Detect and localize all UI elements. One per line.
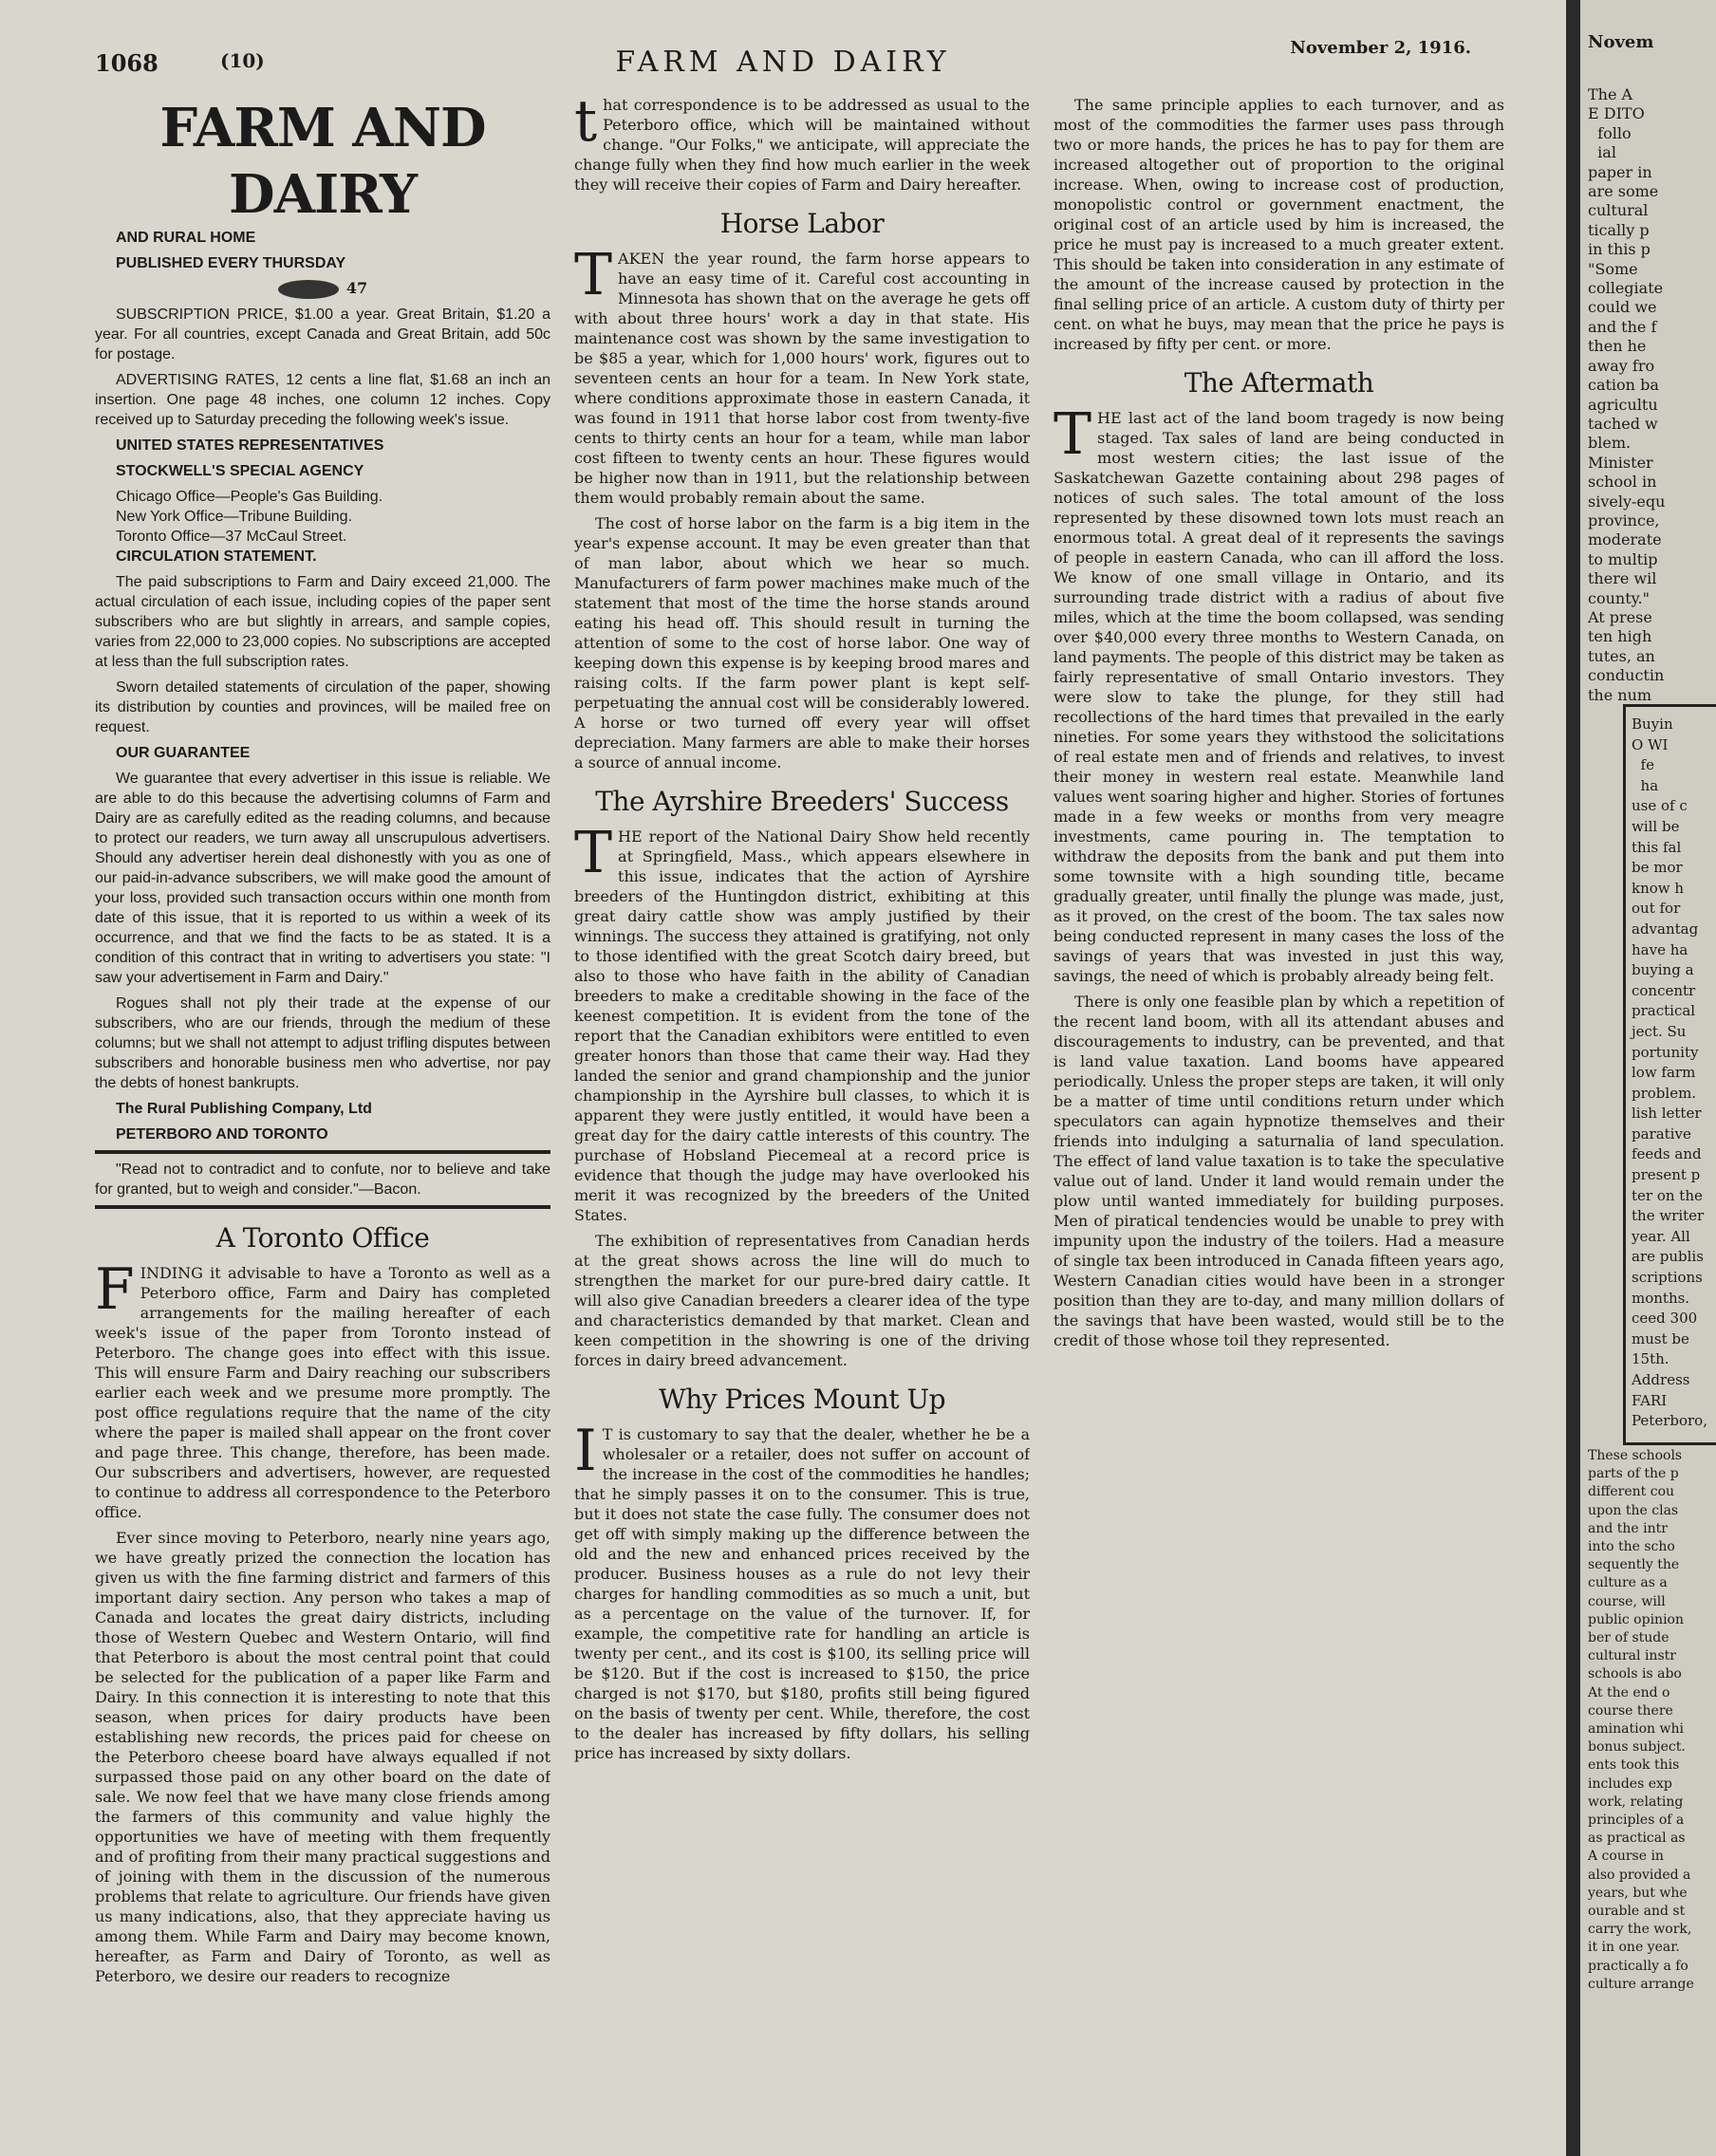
facing-page-line: moderate [1588, 530, 1662, 549]
column-2 [574, 95, 1030, 2126]
article-title-horse-labor: Horse Labor [719, 208, 885, 239]
facing-page-line: paper in [1588, 162, 1652, 181]
facing-page-line: conductin [1588, 666, 1665, 685]
facing-page-line: year. All [1632, 1227, 1690, 1245]
facing-page-line: be mor [1632, 859, 1683, 877]
facing-page-line: tached w [1588, 414, 1658, 433]
guarantee-text-1: We guarantee that every advertiser in this issue is reliable. We are able to do this because the advertising columns of Farm and Dairy are as carefully edited as the reading columns, and because to protect our readers, we turn away all unscrupulous advertisers. Should any advertiser herein deal dishonestly with you as one of our paid-in-advance subscribers, we will make good the amount of your loss, provided such transaction occurs within one month from date of this issue, that it is reported to us within a week of its occurrence, and that we find the facts to be as stated. It is a condition of this contract that in writing to advertisers you state: "I saw your advertisement in Farm and Dairy." [95, 770, 550, 986]
article-paragraph-continued: that correspondence is to be addressed as usual to the Peterboro office, which will be maintained without change. "Our Folks," we anticipate, will appreciate the change fully when they find how much earlier in the week they will receive their copies of Farm and Dairy hereafter. [574, 95, 1030, 194]
facing-page-line: sively-equ [1588, 492, 1666, 511]
facing-page-line: public opinion [1588, 1611, 1684, 1627]
facing-page-line: At the end o [1588, 1684, 1670, 1701]
facing-page-line: portunity [1632, 1043, 1699, 1061]
facing-page-line: principles of a [1588, 1812, 1685, 1829]
facing-page-line: parative [1632, 1124, 1691, 1143]
guarantee-text-2: Rogues shall not ply their trade at the expense of our subscribers, who are our friends, through the medium of these columns; but we shall not attempt to adjust trifling disputes between subscribers and honorable business men who advertise, nor pay the debts of honest bankrupts. [95, 994, 550, 1091]
facing-page-line: practical [1632, 1002, 1696, 1020]
article-paragraph: THE report of the National Dairy Show held recently at Springfield, Mass., which appears elsewhere in this issue, indicates that the action of Ayrshire breeders of the Huntingdon district, exhibiting at this great dairy cattle show was amply justified by their winnings. The success they attained is gratifying, not only to those identified with the great Scotch dairy breed, but also to those who have faith in the ability of Canadian breeders to make a creditable showing in the face of the keenest competition. It is evident from the tone of the report that the Canadian exhibitors were entitled to even greater honors than those that came their way. Had they landed the senior and grand championship and the junior championship in the Ayrshire bull classes, to which it is apparent they were justly entitled, it would have been a great day for the dairy cattle interests of this country. The purchase of Hobsland Piecemeal at a record price is evidence that though the judge may have overlooked his merit it was recognized by the breeders of the United States. [574, 820, 1030, 1224]
running-header-title: FARM AND DAIRY [615, 46, 951, 79]
facing-page-line: concentr [1632, 981, 1696, 999]
article-paragraph: The same principle applies to each turnover, and as most of the commodities the farmer uses pass through two or more hands, the prices he has to pay for them are increased altogether out of proportion to the original increase. When, owing to increase cost of production, monopolistic control or government enactment, the original cost of an article used by him is increased, the price he must pay is increased to a much greater extent. This should be taken into consideration in any estimate of the amount of the increase caused by protection in the final selling price of an article. A custom duty of thirty per cent. on what he buys, may mean that the price he pays is increased by fifty per cent. or more. [1054, 96, 1504, 353]
facing-page-line: Minister [1588, 453, 1653, 472]
facing-page-date: Novem [1588, 32, 1654, 52]
facing-page-line: county." [1588, 588, 1650, 607]
facing-page-line: know h [1632, 879, 1685, 897]
facing-page-line: to multip [1588, 549, 1658, 568]
facing-page-line: course, will [1588, 1593, 1666, 1609]
facing-page-line: culture arrange [1588, 1976, 1694, 1992]
facing-page-line: bonus subject. [1588, 1739, 1686, 1756]
article-paragraph: There is only one feasible plan by which a repetition of the recent land boom, with all its attendant abuses and discouragements to industry, can be prevented, and that is land value taxation. Land booms have appeared periodically. Unless the proper steps are taken, it will only be a matter of time until conditions return under which speculators can again hypnotize themselves and their friends into indulging a saturnalia of land speculation. The effect of land value taxation is to take the speculative value out of land. Under it land would remain under the plow until wanted immediately for building purposes. Men of piratical tendencies would be unable to prey with impunity upon the industry of the toilers. Had a measure of single tax been introduced in Canada fifteen years ago, Western Canadian cities would have been in a stronger position than they are to-day, and many million dollars of the savings that have been wasted, would still be to the credit of those whose toil they represented. [1054, 993, 1504, 1349]
facing-page-line: cultural instr [1588, 1648, 1676, 1664]
facing-page-line: blem. [1588, 434, 1632, 453]
facing-page-line: parts of the p [1588, 1466, 1679, 1482]
facing-page-line: this fal [1632, 838, 1682, 856]
publisher-cities: PETERBORO AND TORONTO [116, 1125, 328, 1143]
oval-emblem-icon [278, 280, 339, 299]
facing-page-line: province, [1588, 511, 1660, 530]
article-paragraph: TAKEN the year round, the farm horse appears to have an easy time of it. Careful cost accounting in Minnesota has shown that on the average he gets off with about three hours' work a day in that state. His maintenance cost was shown by the same investigation to be $85 a year, which for 1,000 hours' work, figures out to seventeen cents an hour for a team. In New York state, where conditions approximate those in eastern Canada, it was found in 1911 that horse labor cost from twenty-five cents to thirty cents an hour for a team, while man labor cost fifteen to twenty cents an hour. These figures would be higher now than in 1911, but the relationship between them would probably remain about the same. [574, 242, 1030, 507]
column-3 [1054, 95, 1504, 2126]
facing-page-line: in this p [1588, 240, 1651, 259]
facing-page-upper-text [1588, 85, 1665, 705]
facing-page-line: and the f [1588, 317, 1657, 336]
article-paragraph: THE last act of the land boom tragedy is now being staged. Tax sales of land are being conducted in most western cities; the last issue of the Saskatchewan Gazette containing about 298 pages of notices of such sales. The total amount of the loss represented by these disowned town lots must reach an enormous total. A great deal of it represents the savings of people in eastern Canada, who can ill afford the loss. We know of one small village in Ontario, and its surrounding trade district with a radius of about five miles, which at the time the boom collapsed, was sending over $40,000 every three months to Western Canada, on land payments. The people of this district may be taken as fairly representative of small Ontario investors. They were slow to take the plunge, for they still had recollections of the hard times that prevailed in the early nineties. For some years they withstood the solicitations of real estate men and of friends and relatives, to invest their money in western real estate. Meanwhile land values went soaring higher and higher. Stories of fortunes made in a few weeks or months from very meagre investments, came pouring in. The temptation to withdraw the deposits from the bank and put them into some townsite with a high sounding title, became gradually greater, until finally the plunge was made, just, as it proved, on the crest of the boom. The tax sales now being conducted represent in many cases the loss of the savings of years that was invested in just this way, savings, the need of which is probably already being felt. [1054, 401, 1504, 985]
facing-page-line: agricultu [1588, 395, 1658, 414]
facing-page-line: collegiate [1588, 279, 1664, 298]
facing-page-line: ial [1588, 143, 1616, 162]
bacon-quote: "Read not to contradict and to confute, nor to believe and take for granted, but to weigh and consider."—Bacon. [95, 1161, 550, 1198]
facing-page-line: O WI [1632, 735, 1669, 753]
facing-page-line: sequently the [1588, 1557, 1680, 1573]
special-agency-heading: STOCKWELL'S SPECIAL AGENCY [116, 462, 364, 479]
facing-page-line: amination whi [1588, 1721, 1684, 1738]
divider-rule [95, 1150, 550, 1154]
facing-page-line: it in one year. [1588, 1940, 1680, 1956]
subscription-price: SUBSCRIPTION PRICE, $1.00 a year. Great Britain, $1.20 a year. For all countries, except Canada and Great Britain, add 50c for postage. [95, 306, 550, 362]
facing-page-line: The A [1588, 85, 1633, 103]
section-number: (10) [220, 49, 265, 72]
circulation-heading: CIRCULATION STATEMENT. [116, 548, 317, 565]
facing-page-line: out for [1632, 900, 1681, 918]
article-paragraph: IT is customary to say that the dealer, whether he be a wholesaler or a retailer, does not suffer on account of the increase in the cost of the commodities he handles; that he simply passes it on to the consumer. This is true, but it does not state the case fully. The consumer does not get off with simply making up the difference between the old and the new and enhanced prices received by the producer. Business houses as a rule do not levy their charges for handling commodities as so much a unit, but as a percentage on the value of the turnover. If, for example, the competitive rate for handling an article is twenty per cent., and its cost is $100, its selling price will be $120. But if the cost is increased to $150, the price charged is not $170, but $180, profits still being figured on the basis of twenty per cent. While, therefore, the cost to the dealer has increased by fifty dollars, his selling price has increased by sixty dollars. [574, 1418, 1030, 1762]
facing-page-edge [1580, 0, 1716, 2156]
facing-page-line: feeds and [1632, 1145, 1702, 1163]
facing-page-line: These schools [1588, 1448, 1683, 1463]
facing-page-line: could we [1588, 298, 1657, 317]
us-representatives-heading: UNITED STATES REPRESENTATIVES [116, 437, 384, 454]
masthead-title: FARM AND DAIRY [159, 97, 486, 226]
article-paragraph: Ever since moving to Peterboro, nearly nine years ago, we have greatly prized the connection the location has given us with the fine farming district and farmers of this important dairy section. Any person who takes a map of Canada and locates the great dairy districts, including those of Western Quebec and Western Ontario, will find that Peterboro is about the most central point that could be selected for the publication of a paper like Farm and Dairy. In this connection it is interesting to note that this season, when prices for dairy products have been establishing new records, the prices paid for cheese on the Peterboro cheese board have always equalled if not surpassed those paid on any other board on the date of sale. We now feel that we have many close friends among the farmers of this community and value highly the opportunities we have of meeting with them frequently and of profiting from their many practical suggestions and of joining with them in the discussion of the numerous problems that relate to agriculture. Our friends have given us many indications, also, that they appreciate having us among them. While Farm and Dairy may become known, hereafter, as Farm and Dairy of Toronto, as well as Peterboro, we desire our readers to recognize [95, 1528, 550, 1985]
masthead-subtitle-1: AND RURAL HOME [116, 230, 256, 246]
facing-page-line: culture as a [1588, 1575, 1668, 1591]
page-number: 1068 [95, 49, 159, 77]
facing-page-line: fe [1632, 756, 1654, 774]
circulation-text-2: Sworn detailed statements of circulation of the paper, showing its distribution by counties and provinces, will be mailed free on request. [95, 678, 550, 735]
facing-page-box [1623, 704, 1716, 1445]
column-1 [95, 95, 550, 2126]
facing-page-line: schools is abo [1588, 1666, 1682, 1682]
article-title-ayrshire: The Ayrshire Breeders' Success [595, 786, 1009, 817]
facing-page-line: months. [1632, 1289, 1690, 1307]
circulation-text-1: The paid subscriptions to Farm and Dairy exceed 21,000. The actual circulation of each issue, including copies of the paper sent subscribers who are but slightly in arrears, and sample copies, varies from 22,000 to 23,000 copies. No subscriptions are accepted at less than the full subscription rates. [95, 573, 550, 670]
facing-page-line: present p [1632, 1166, 1701, 1184]
masthead [95, 95, 550, 1209]
facing-page-line: follo [1588, 123, 1632, 142]
article-paragraph: FINDING it advisable to have a Toronto as well as a Peterboro office, Farm and Dairy has completed arrangements for the mailing hereafter of each week's issue of the paper from Toronto instead of Peterboro. The change goes into effect with this issue. This will ensure Farm and Dairy reaching our subscribers earlier each week and we presume more promptly. The post office regulations require that the name of the city where the paper is mailed shall appear on the front cover and page three. This change, therefore, has been made. Our subscribers and advertisers, however, are requested to continue to address all correspondence to the Peterboro office. [95, 1255, 550, 1521]
office-chicago: Chicago Office—People's Gas Building. [116, 488, 383, 505]
facing-page-line: FARI [1632, 1391, 1668, 1409]
facing-page-line: also provided a [1588, 1867, 1691, 1883]
facing-page-line: ject. Su [1632, 1022, 1687, 1040]
publisher-name: The Rural Publishing Company, Ltd [116, 1100, 372, 1117]
facing-page-line: advantag [1632, 920, 1699, 938]
facing-page-line: have ha [1632, 940, 1688, 958]
article-title-aftermath: The Aftermath [1184, 367, 1374, 399]
facing-page-line: cation ba [1588, 376, 1659, 395]
facing-page-line: ter on the [1632, 1186, 1703, 1204]
facing-page-line: lish letter [1632, 1105, 1702, 1123]
facing-page-line: use of c [1632, 797, 1688, 815]
facing-page-line: school in [1588, 473, 1657, 492]
facing-page-line: tutes, an [1588, 646, 1655, 665]
facing-page-line: the writer [1632, 1207, 1705, 1225]
facing-page-line: course there [1588, 1702, 1673, 1719]
facing-page-line: work, relating [1588, 1794, 1684, 1810]
facing-page-line: At prese [1588, 607, 1652, 626]
facing-page-line: ceed 300 [1632, 1310, 1698, 1328]
facing-page-line: will be [1632, 817, 1680, 835]
page-date: November 2, 1916. [1290, 38, 1471, 58]
office-newyork: New York Office—Tribune Building. [116, 508, 353, 525]
facing-page-line: carry the work, [1588, 1922, 1692, 1938]
facing-page-line: Buyin [1632, 716, 1673, 733]
facing-page-line: "Some [1588, 259, 1638, 278]
article-title-toronto-office: A Toronto Office [215, 1221, 430, 1254]
advertising-rates: ADVERTISING RATES, 12 cents a line flat, $1.68 an inch an insertion. One page 48 inches, one column 12 inches. Copy received up to Saturday preceding the following week's issue. [95, 371, 550, 428]
facing-page-line: there wil [1588, 569, 1657, 588]
facing-page-line: upon the clas [1588, 1502, 1679, 1518]
facing-page-line: E DITO [1588, 104, 1645, 123]
facing-page-line: into the scho [1588, 1539, 1675, 1555]
facing-page-line: problem. [1632, 1084, 1697, 1102]
facing-page-line: Peterboro, [1632, 1412, 1707, 1430]
facing-page-line: and the intr [1588, 1520, 1668, 1536]
facing-page-line: low farm [1632, 1064, 1696, 1082]
facing-page-line: ha [1632, 776, 1659, 794]
facing-page-line: ents took this [1588, 1757, 1680, 1774]
facing-page-line: cultural [1588, 201, 1649, 220]
divider-rule [95, 1205, 550, 1209]
facing-page-lower-text [1588, 1447, 1694, 1994]
masthead-number-row [95, 279, 550, 299]
facing-page-line: the num [1588, 685, 1652, 704]
facing-page-line: scriptions [1632, 1269, 1703, 1287]
facing-page-line: as practical as [1588, 1831, 1686, 1847]
article-paragraph: The cost of horse labor on the farm is a big item in the year's expense account. It may be even greater than that of man labor, about which we hear so much. Manufacturers of farm power machines make much of the statement that most of the time the horse stands around eating his head off. This should result in turning the attention of some to the cost of horse labor. One way of keeping down this expense is by keeping brood mares and raising colts. If the farm power plant is kept self-perpetuating the annual cost will be considerably lowered. A horse or two turned off every year will offset depreciation. Many farmers are able to make their horses a source of annual income. [574, 514, 1030, 771]
guarantee-heading: OUR GUARANTEE [116, 744, 251, 761]
facing-page-line: includes exp [1588, 1775, 1672, 1792]
facing-page-line: different cou [1588, 1484, 1675, 1500]
office-toronto: Toronto Office—37 McCaul Street. [116, 528, 347, 545]
facing-page-line: ten high [1588, 627, 1652, 646]
facing-page-line: then he [1588, 337, 1647, 356]
facing-page-line: 15th. [1632, 1350, 1669, 1368]
facing-page-line: practically a fo [1588, 1958, 1688, 1974]
facing-page-line: must be [1632, 1329, 1689, 1348]
facing-page-line: tically p [1588, 220, 1650, 239]
facing-page-line: years, but whe [1588, 1885, 1688, 1901]
facing-page-line: away fro [1588, 356, 1655, 375]
article-title-prices: Why Prices Mount Up [659, 1384, 945, 1415]
facing-page-line: Address [1632, 1371, 1690, 1388]
masthead-subtitle-2: PUBLISHED EVERY THURSDAY [116, 255, 346, 271]
facing-page-line: ber of stude [1588, 1630, 1669, 1646]
masthead-number: 47 [345, 279, 368, 297]
article-paragraph: The exhibition of representatives from Canadian herds at the great shows across the line will do much to strengthen the market for our pure-bred dairy cattle. It will also give Canadian breeders a clearer idea of the type and characteristics demanded by that market. Clean and keen competition in the showring is one of the driving forces in dairy breed advancement. [574, 1232, 1030, 1369]
facing-page-line: are some [1588, 182, 1659, 201]
facing-page-line: are publis [1632, 1248, 1704, 1266]
facing-page-line: A course in [1588, 1849, 1664, 1865]
facing-page-line: ourable and st [1588, 1904, 1686, 1920]
facing-page-line: buying a [1632, 961, 1694, 979]
